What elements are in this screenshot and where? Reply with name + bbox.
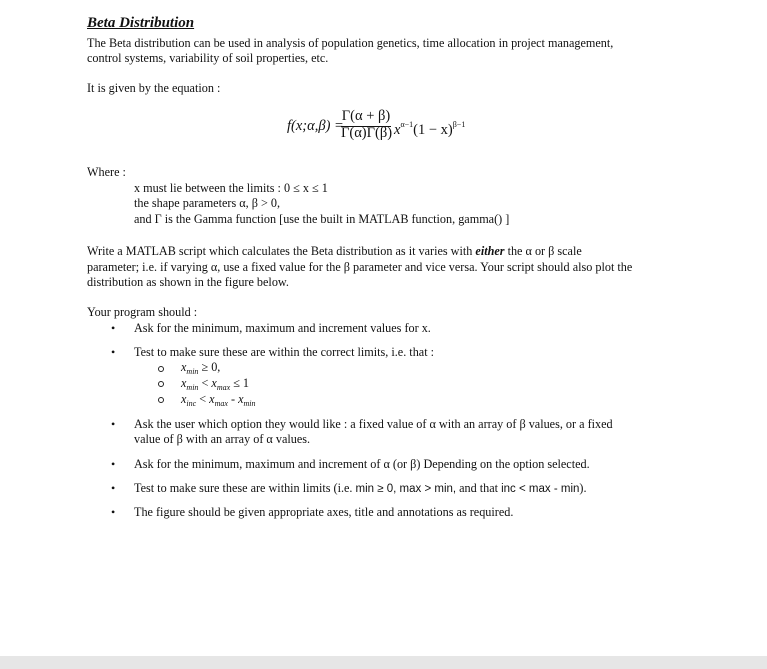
task-line-3: distribution as shown in the figure below. <box>87 275 289 289</box>
where-item-2: the shape parameters α, β > 0, <box>134 196 281 210</box>
sub-condition-3: $x_{inc} < x_{max} - x_{min}$ <box>181 392 256 408</box>
bullet-5: Test to make sure these are within limits (i.e. min ≥ 0, max > min, and that inc < max - min). <box>134 481 587 495</box>
circle-bullet-icon <box>158 397 164 403</box>
bullet-marker: • <box>111 481 116 495</box>
equation-intro: It is given by the equation : <box>87 81 221 95</box>
bullet-marker: • <box>111 417 116 431</box>
bullet-marker: • <box>111 505 116 519</box>
equation-lhs: f(x;α,β) = <box>287 118 344 134</box>
bullet-2: Test to make sure these are within the correct limits, i.e. that : <box>134 345 435 359</box>
where-item-1: x must lie between the limits : 0 ≤ x ≤ 1 <box>134 181 328 195</box>
page-title: Beta Distribution <box>87 15 195 31</box>
sub-condition-1: $x_{min} \ge 0$, <box>181 360 221 376</box>
bullet-3-line-1: Ask the user which option they would like : a fixed value of α with an array of β values, or a fixed <box>134 417 613 431</box>
intro-line-2: control systems, variability of soil properties, etc. <box>87 51 329 65</box>
where-label: Where : <box>87 165 126 179</box>
bullet-4: Ask for the minimum, maximum and increment of α (or β) Depending on the option selected. <box>134 457 590 471</box>
circle-bullet-icon <box>158 381 164 387</box>
circle-bullet-icon <box>158 366 164 372</box>
bullet-marker: • <box>111 457 116 471</box>
program-label: Your program should : <box>87 305 198 319</box>
equation-denominator: Γ(α)Γ(β) <box>341 125 393 141</box>
bullet-marker: • <box>111 321 116 335</box>
equation-numerator: Γ(α + β) <box>341 108 391 124</box>
bottom-scroll-strip <box>0 656 767 669</box>
bullet-1: Ask for the minimum, maximum and increment values for x. <box>134 321 431 335</box>
task-line-1: Write a MATLAB script which calculates the Beta distribution as it varies with either the α or β scale <box>87 244 582 258</box>
equation-rhs: $x^{\alpha-1}(1 - x)^{\beta-1}$ <box>394 120 466 138</box>
bullet-marker: • <box>111 345 116 359</box>
where-item-3: and Γ is the Gamma function [use the built in MATLAB function, gamma() ] <box>134 212 510 226</box>
intro-line-1: The Beta distribution can be used in analysis of population genetics, time allocation in project management, <box>87 36 614 50</box>
bullet-6: The figure should be given appropriate axes, title and annotations as required. <box>134 505 514 519</box>
task-line-2: parameter; i.e. if varying α, use a fixed value for the β parameter and vice versa. Your script should also plot the <box>87 260 633 274</box>
sub-condition-2: $x_{min} < x_{max} \le 1$ <box>181 376 250 392</box>
bullet-3-line-2: value of β with an array of α values. <box>134 432 311 446</box>
